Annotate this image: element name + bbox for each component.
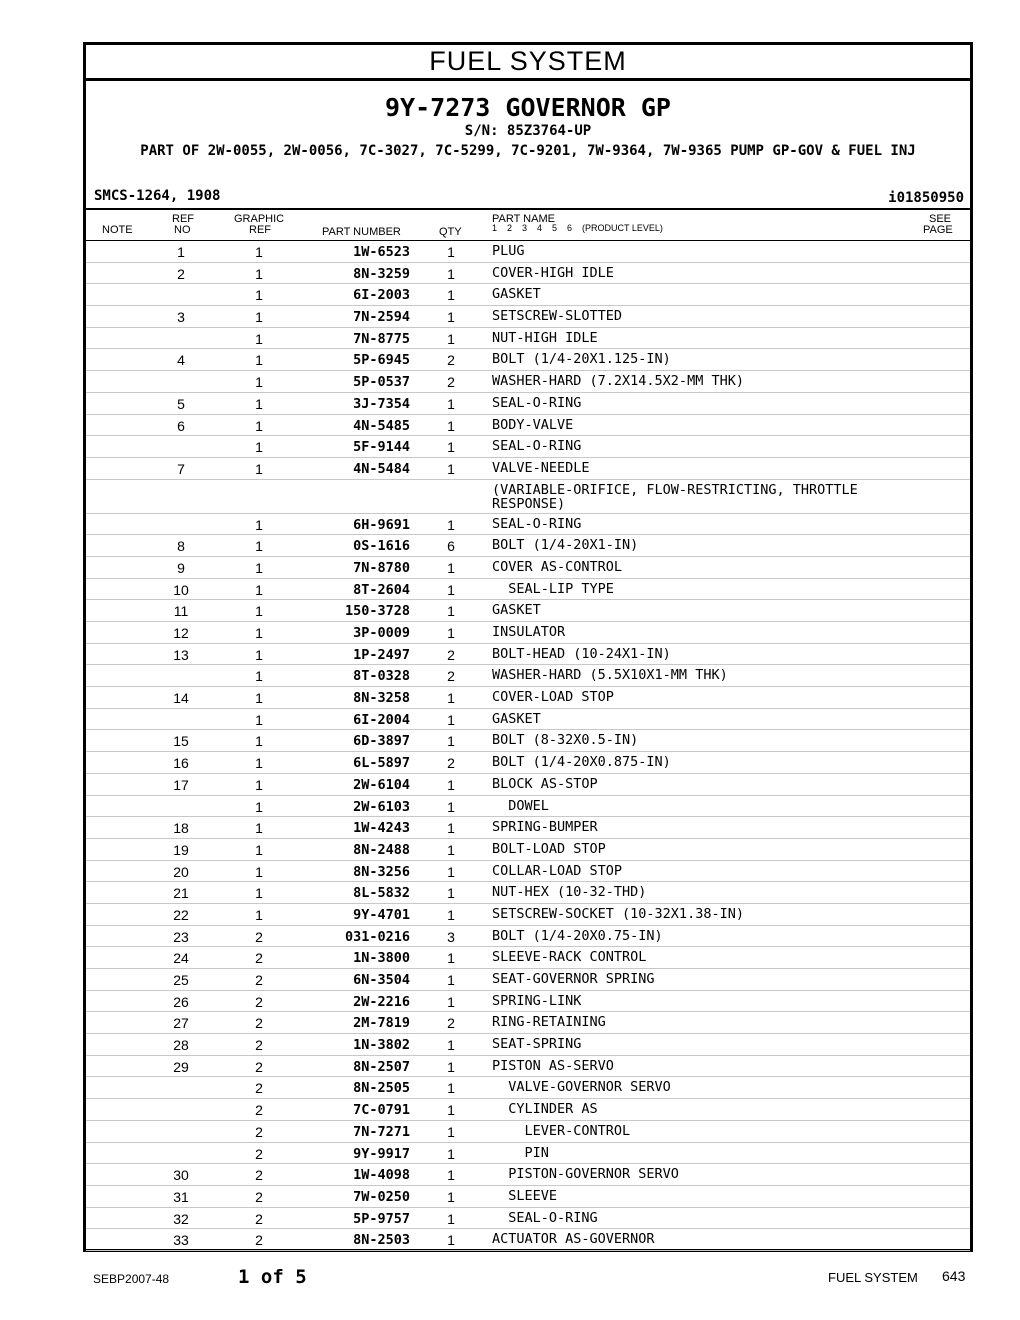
table-row	[86, 1164, 970, 1186]
quantity: 1	[447, 1058, 455, 1075]
graphic-ref: 2	[255, 1167, 263, 1184]
graphic-ref: 1	[255, 885, 263, 902]
doc-id: SEBP2007-48	[93, 1272, 170, 1286]
ref-number: 30	[173, 1167, 189, 1184]
part-name: GASKET	[492, 710, 541, 727]
part-number: 6H-9691	[353, 516, 410, 533]
col-part-number: PART NUMBER	[322, 226, 401, 238]
part-number: 6N-3504	[353, 972, 410, 988]
part-number: 4N-5485	[353, 417, 410, 434]
part-name: SETSCREW-SOCKET (10-32X1.38-IN)	[492, 905, 744, 922]
col-graphic-b: REF	[249, 224, 271, 236]
part-name: PISTON AS-SERVO	[492, 1057, 614, 1074]
graphic-ref: 1	[255, 668, 263, 685]
part-number: 8T-0328	[353, 668, 410, 685]
graphic-ref: 1	[255, 841, 263, 858]
part-name: COVER-LOAD STOP	[492, 689, 614, 706]
ref-number: 21	[173, 885, 189, 902]
graphic-ref: 2	[255, 1188, 263, 1205]
table-row	[86, 436, 970, 458]
graphic-ref: 2	[255, 993, 263, 1010]
table-row	[86, 241, 970, 263]
part-number: 5P-9757	[353, 1210, 410, 1227]
part-number: 5P-0537	[353, 374, 410, 391]
part-name: BOLT-HEAD (10-24X1-IN)	[492, 645, 671, 662]
graphic-ref: 1	[255, 516, 263, 533]
quantity: 1	[447, 820, 455, 837]
table-row	[86, 1034, 970, 1056]
serial-number: S/N: 85Z3764-UP	[464, 123, 592, 139]
table-row	[86, 480, 970, 514]
quantity: 1	[447, 244, 455, 260]
table-row	[86, 263, 970, 285]
table-row	[86, 839, 970, 861]
graphic-ref: 1	[255, 287, 263, 304]
quantity: 2	[447, 1015, 455, 1032]
table-row	[86, 904, 970, 926]
table-row	[86, 796, 970, 818]
quantity: 1	[447, 1037, 455, 1054]
group-header	[86, 81, 970, 210]
ref-number: 15	[173, 733, 189, 750]
graphic-ref: 2	[255, 1058, 263, 1075]
part-number: 031-0216	[344, 928, 410, 945]
part-name: SEAL-O-RING	[492, 394, 582, 411]
part-name: SPRING-LINK	[492, 992, 582, 1009]
ref-number: 25	[173, 972, 189, 988]
part-name: GASKET	[492, 602, 541, 619]
part-number: 6D-3897	[353, 733, 410, 750]
graphic-ref: 1	[255, 330, 263, 347]
part-number: 5P-6945	[353, 352, 410, 369]
quantity: 1	[447, 950, 455, 967]
part-name: PLUG	[492, 243, 525, 259]
smcs-code: SMCS-1264, 1908	[94, 188, 221, 204]
ref-number: 6	[177, 417, 185, 434]
part-name: SLEEVE-RACK CONTROL	[492, 949, 647, 966]
graphic-ref: 2	[255, 1145, 263, 1162]
col-note: NOTE	[102, 224, 133, 236]
part-name: NUT-HEX (10-32-THD)	[492, 884, 647, 901]
section-title: FUEL SYSTEM	[86, 45, 970, 81]
graphic-ref: 2	[255, 1015, 263, 1032]
table-row	[86, 328, 970, 350]
part-name: DOWEL	[492, 797, 549, 814]
col-product-levels: 1 2 3 4 5 6 (PRODUCT LEVEL)	[492, 223, 663, 233]
table-row	[86, 458, 970, 480]
ref-number: 16	[173, 755, 189, 772]
part-number: 3J-7354	[353, 395, 410, 412]
col-graphic-a: GRAPHIC	[234, 213, 285, 225]
ref-number: 32	[173, 1210, 189, 1227]
part-name: RING-RETAINING	[492, 1014, 606, 1031]
graphic-ref: 1	[255, 395, 263, 412]
quantity: 1	[447, 1167, 455, 1184]
graphic-ref: 1	[255, 755, 263, 772]
part-name: GASKET	[492, 286, 541, 303]
table-row	[86, 514, 970, 536]
quantity: 1	[447, 330, 455, 347]
quantity: 1	[447, 1145, 455, 1162]
quantity: 1	[447, 776, 455, 793]
graphic-ref: 1	[255, 439, 263, 456]
graphic-ref: 2	[255, 972, 263, 988]
table-row	[86, 1121, 970, 1143]
ref-number: 31	[173, 1188, 189, 1205]
part-number: 6I-2003	[353, 287, 410, 304]
quantity: 1	[447, 690, 455, 707]
table-row	[86, 1229, 970, 1251]
page-number: 643	[942, 1268, 966, 1284]
graphic-ref: 1	[255, 244, 263, 260]
quantity: 1	[447, 581, 455, 598]
part-number: 8N-3256	[353, 863, 410, 880]
ref-number: 14	[173, 690, 189, 707]
quantity: 1	[447, 439, 455, 456]
ref-number: 24	[173, 950, 189, 967]
part-number: 5F-9144	[353, 439, 410, 456]
part-name: COVER-HIGH IDLE	[492, 264, 614, 281]
part-number: 8N-2505	[353, 1080, 410, 1097]
table-row	[86, 600, 970, 622]
ref-number: 18	[173, 820, 189, 837]
column-header	[86, 210, 970, 241]
part-number: 150-3728	[344, 603, 410, 620]
ref-number: 33	[173, 1232, 189, 1249]
part-number: 7N-7271	[353, 1123, 410, 1140]
table-row	[86, 926, 970, 948]
quantity: 1	[447, 863, 455, 880]
ref-number: 29	[173, 1058, 189, 1075]
graphic-ref: 1	[255, 538, 263, 555]
part-name: VALVE-GOVERNOR SERVO	[492, 1079, 671, 1096]
ref-number: 5	[177, 395, 185, 412]
graphic-ref: 1	[255, 559, 263, 576]
part-number: 8N-2503	[353, 1232, 410, 1249]
quantity: 1	[447, 1102, 455, 1119]
table-row	[86, 644, 970, 666]
graphic-ref: 1	[255, 646, 263, 663]
graphic-ref: 1	[255, 733, 263, 750]
part-number: 7C-0791	[353, 1102, 410, 1119]
table-row	[86, 284, 970, 306]
quantity: 1	[447, 1232, 455, 1249]
part-name: BOLT (1/4-20X1-IN)	[492, 537, 639, 554]
table-row	[86, 371, 970, 393]
ref-number: 26	[173, 993, 189, 1010]
page-of: 1 of 5	[238, 1266, 307, 1288]
ref-number: 7	[177, 460, 185, 477]
part-number: 7N-8775	[353, 330, 410, 347]
part-name: BOLT (1/4-20X0.75-IN)	[492, 927, 663, 944]
ref-number: 1	[177, 244, 185, 260]
part-name: INSULATOR	[492, 624, 566, 640]
quantity: 1	[447, 625, 455, 641]
graphic-ref: 1	[255, 798, 263, 815]
col-part-name: PART NAME	[492, 213, 555, 225]
quantity: 2	[447, 668, 455, 685]
group-title: 9Y-7273 GOVERNOR GP	[385, 93, 671, 122]
table-row	[86, 991, 970, 1013]
part-name: LEVER-CONTROL	[492, 1122, 631, 1139]
quantity: 1	[447, 516, 455, 533]
part-name: COLLAR-LOAD STOP	[492, 862, 623, 879]
part-name: SPRING-BUMPER	[492, 819, 598, 836]
quantity: 1	[447, 972, 455, 988]
part-name: WASHER-HARD (5.5X10X1-MM THK)	[492, 667, 728, 684]
part-name: SEAL-O-RING	[492, 438, 582, 455]
quantity: 1	[447, 885, 455, 902]
graphic-ref: 1	[255, 309, 263, 326]
table-row	[86, 687, 970, 709]
quantity: 2	[447, 755, 455, 772]
col-see-b: PAGE	[923, 224, 953, 236]
table-row	[86, 817, 970, 839]
graphic-ref: 2	[255, 1080, 263, 1097]
part-name: COVER AS-CONTROL	[492, 558, 623, 575]
part-number: 9Y-9917	[353, 1145, 410, 1162]
part-name: SLEEVE	[492, 1187, 558, 1204]
table-row	[86, 1056, 970, 1078]
ref-number: 22	[173, 906, 189, 923]
quantity: 1	[447, 1080, 455, 1097]
page-footer	[0, 1265, 1020, 1295]
table-row	[86, 1077, 970, 1099]
quantity: 1	[447, 733, 455, 750]
part-number: 3P-0009	[353, 625, 410, 641]
quantity: 1	[447, 1188, 455, 1205]
table-row	[86, 1186, 970, 1208]
part-number: 6I-2004	[353, 711, 410, 728]
part-name: CYLINDER AS	[492, 1101, 598, 1118]
part-name: (VARIABLE-ORIFICE, FLOW-RESTRICTING, THROTTLE RESPONSE)	[492, 481, 858, 512]
part-number: 7W-0250	[353, 1188, 410, 1205]
quantity: 1	[447, 711, 455, 728]
graphic-ref: 1	[255, 690, 263, 707]
quantity: 2	[447, 352, 455, 369]
table-row	[86, 535, 970, 557]
graphic-ref: 2	[255, 1210, 263, 1227]
graphic-ref: 2	[255, 928, 263, 945]
ref-number: 19	[173, 841, 189, 858]
part-number: 6L-5897	[353, 755, 410, 772]
col-ref-a: REF	[172, 213, 194, 225]
part-number: 1W-6523	[353, 244, 410, 260]
part-name: PIN	[492, 1144, 549, 1161]
part-name: SEAT-GOVERNOR SPRING	[492, 971, 655, 987]
part-name: BODY-VALVE	[492, 416, 574, 433]
part-name: ACTUATOR AS-GOVERNOR	[492, 1231, 655, 1248]
graphic-ref: 1	[255, 711, 263, 728]
part-number: 1N-3802	[353, 1037, 410, 1054]
part-number: 8T-2604	[353, 581, 410, 598]
part-number: 8N-2488	[353, 841, 410, 858]
table-row	[86, 665, 970, 687]
part-number: 0S-1616	[353, 538, 410, 555]
part-number: 1W-4098	[353, 1167, 410, 1184]
quantity: 2	[447, 646, 455, 663]
graphic-ref: 1	[255, 863, 263, 880]
part-name: NUT-HIGH IDLE	[492, 329, 598, 346]
illustration-id: i01850950	[888, 190, 964, 206]
table-row	[86, 969, 970, 991]
table-row	[86, 730, 970, 752]
table-row	[86, 947, 970, 969]
graphic-ref: 2	[255, 950, 263, 967]
graphic-ref: 2	[255, 1102, 263, 1119]
part-number: 8N-2507	[353, 1058, 410, 1075]
ref-number: 10	[173, 581, 189, 598]
graphic-ref: 2	[255, 1232, 263, 1249]
ref-number: 9	[177, 559, 185, 576]
table-row	[86, 1143, 970, 1165]
quantity: 1	[447, 265, 455, 282]
ref-number: 23	[173, 928, 189, 945]
part-number: 2W-6104	[353, 776, 410, 793]
part-name: SEAL-O-RING	[492, 515, 582, 532]
graphic-ref: 1	[255, 352, 263, 369]
quantity: 1	[447, 417, 455, 434]
quantity: 1	[447, 906, 455, 923]
part-number: 2W-2216	[353, 993, 410, 1010]
ref-number: 27	[173, 1015, 189, 1032]
part-name: SETSCREW-SLOTTED	[492, 308, 623, 325]
ref-number: 11	[173, 603, 189, 620]
part-name: BOLT (1/4-20X1.125-IN)	[492, 351, 671, 368]
quantity: 3	[447, 928, 455, 945]
col-qty: QTY	[439, 226, 462, 238]
table-row	[86, 306, 970, 328]
table-row	[86, 709, 970, 731]
quantity: 1	[447, 309, 455, 326]
ref-number: 17	[173, 776, 189, 793]
graphic-ref: 2	[255, 1037, 263, 1054]
graphic-ref: 1	[255, 374, 263, 391]
part-name: SEAL-O-RING	[492, 1209, 598, 1226]
ref-number: 8	[177, 538, 185, 555]
quantity: 1	[447, 460, 455, 477]
graphic-ref: 1	[255, 820, 263, 837]
quantity: 1	[447, 993, 455, 1010]
part-number: 1P-2497	[353, 646, 410, 663]
ref-number: 28	[173, 1037, 189, 1054]
part-name: WASHER-HARD (7.2X14.5X2-MM THK)	[492, 373, 744, 390]
graphic-ref: 1	[255, 603, 263, 620]
quantity: 1	[447, 1123, 455, 1140]
col-ref-b: NO	[174, 224, 191, 236]
table-row	[86, 752, 970, 774]
part-number: 8N-3258	[353, 690, 410, 707]
parts-list-frame	[83, 42, 973, 1252]
quantity: 1	[447, 841, 455, 858]
ref-number: 2	[177, 265, 185, 282]
part-number: 4N-5484	[353, 460, 410, 477]
quantity: 1	[447, 798, 455, 815]
part-number: 7N-8780	[353, 559, 410, 576]
ref-number: 3	[177, 309, 185, 326]
part-of-text: PART OF 2W-0055, 2W-0056, 7C-3027, 7C-5299, 7C-9201, 7W-9364, 7W-9365 PUMP GP-GOV & FUEL INJ	[140, 143, 916, 159]
table-row	[86, 1208, 970, 1230]
part-name: PISTON-GOVERNOR SERVO	[492, 1166, 679, 1183]
part-name: BOLT (1/4-20X0.875-IN)	[492, 754, 671, 771]
quantity: 1	[447, 395, 455, 412]
quantity: 1	[447, 1210, 455, 1227]
table-row	[86, 415, 970, 437]
table-row	[86, 579, 970, 601]
part-number: 8L-5832	[353, 885, 410, 902]
footer-section: FUEL SYSTEM	[828, 1270, 918, 1285]
part-name: BLOCK AS-STOP	[492, 775, 598, 792]
table-row	[86, 861, 970, 883]
quantity: 1	[447, 287, 455, 304]
part-name: SEAT-SPRING	[492, 1036, 582, 1053]
graphic-ref: 1	[255, 581, 263, 598]
part-number: 2M-7819	[353, 1015, 410, 1032]
part-number: 2W-6103	[353, 798, 410, 815]
graphic-ref: 1	[255, 625, 263, 641]
part-number: 1N-3800	[353, 950, 410, 967]
part-number: 1W-4243	[353, 820, 410, 837]
ref-number: 12	[173, 625, 189, 641]
col-see-a: SEE	[929, 213, 952, 225]
parts-table	[86, 241, 970, 1251]
ref-number: 13	[173, 646, 189, 663]
graphic-ref: 1	[255, 460, 263, 477]
table-row	[86, 882, 970, 904]
quantity: 1	[447, 603, 455, 620]
table-row	[86, 774, 970, 796]
part-name: VALVE-NEEDLE	[492, 459, 590, 476]
quantity: 1	[447, 559, 455, 576]
part-name: SEAL-LIP TYPE	[492, 580, 614, 597]
part-number: 7N-2594	[353, 309, 410, 326]
table-row	[86, 349, 970, 371]
table-row	[86, 622, 970, 644]
part-number: 8N-3259	[353, 265, 410, 282]
part-name: BOLT-LOAD STOP	[492, 840, 606, 857]
graphic-ref: 2	[255, 1123, 263, 1140]
quantity: 6	[447, 538, 455, 555]
graphic-ref: 1	[255, 776, 263, 793]
table-row	[86, 393, 970, 415]
graphic-ref: 1	[255, 265, 263, 282]
quantity: 2	[447, 374, 455, 391]
graphic-ref: 1	[255, 906, 263, 923]
part-name: BOLT (8-32X0.5-IN)	[492, 732, 639, 749]
table-row	[86, 557, 970, 579]
ref-number: 4	[177, 352, 185, 369]
ref-number: 20	[173, 863, 189, 880]
table-row	[86, 1012, 970, 1034]
part-number: 9Y-4701	[353, 906, 410, 923]
graphic-ref: 1	[255, 417, 263, 434]
table-row	[86, 1099, 970, 1121]
